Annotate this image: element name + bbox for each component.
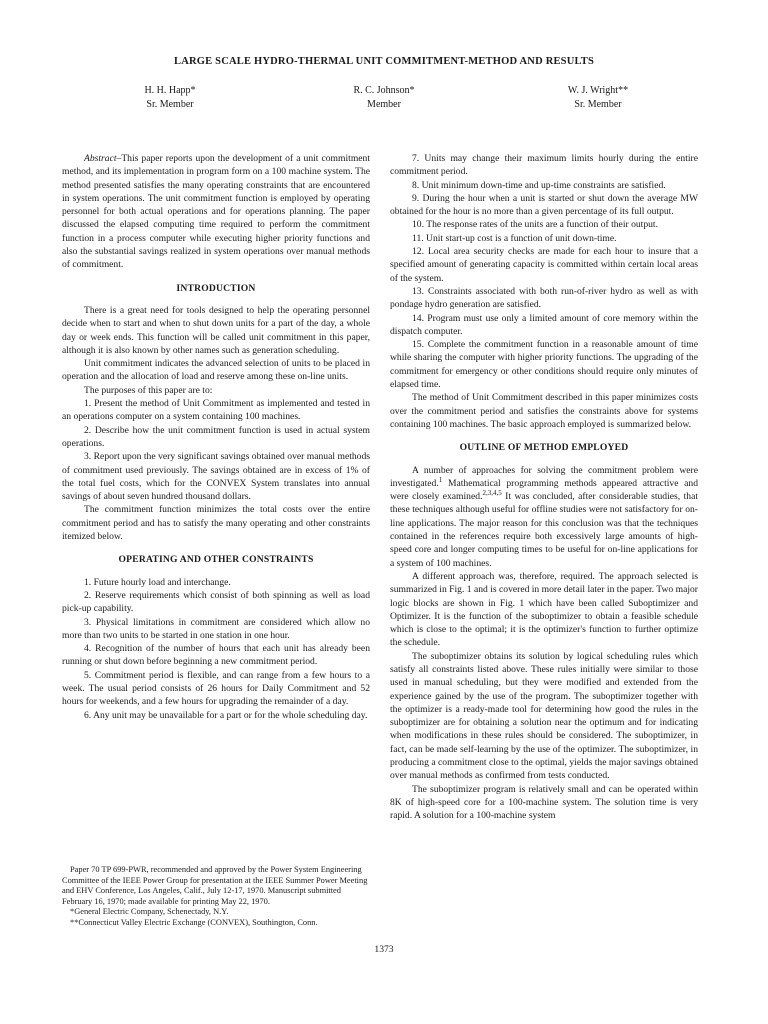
- constraints-heading: OPERATING AND OTHER CONSTRAINTS: [118, 554, 314, 566]
- outline-text: It was concluded, after considerable studies, that these techniques although useful for offline studies were not satisfactory for on-line applications. The major reason for this conclusion was that the techniques contained in the references require both excessively large amounts of high-speed core and longer computing times to be useful for on-line applications for a system of 100 machines.: [390, 491, 698, 569]
- constraint-item: 7. Units may change their maximum limits hourly during the entire commitment period.: [390, 153, 698, 178]
- constraint-item: 13. Constraints associated with both run-of-river hydro as well as with pondage hydro generation are satisfied.: [390, 285, 698, 311]
- purpose-item: 3. Report upon the very significant savings obtained over manual methods of commitment used previously. The savings obtained are in excess of 1% of the total fuel costs, which for the CONVEX System translates into annual savings of about seven hundred thousand dollars.: [62, 451, 370, 503]
- author-grade: Sr. Member: [146, 99, 194, 110]
- left-column: [62, 152, 370, 722]
- constraint-item: 10. The response rates of the units are a function of their output.: [412, 219, 658, 231]
- constraint-item: 1. Future hourly load and interchange.: [84, 576, 231, 588]
- intro-paragraph: Unit commitment indicates the advanced selection of units to be placed in operation and the allocation of load and reserve among these on-line units.: [62, 358, 370, 383]
- reference-marker: 1: [438, 475, 443, 484]
- constraint-item: 12. Local area security checks are made for each hour to insure that a specified amount of generating capacity is committed within certain local areas of the system.: [390, 246, 698, 284]
- paper-title: LARGE SCALE HYDRO-THERMAL UNIT COMMITMENT-METHOD AND RESULTS: [173, 56, 594, 67]
- author-2: [304, 84, 464, 112]
- footnote-affiliation-1: *General Electric Company, Schenectady, N.Y.: [70, 907, 229, 917]
- constraint-item: 15. Complete the commitment function in a reasonable amount of time while sharing the computer with higher priority functions. The upgrading of the commitment for emergency or other conditions should require only minutes of elapsed time.: [390, 339, 698, 391]
- constraint-item: 14. Program must use only a limited amount of core memory within the dispatch computer.: [390, 312, 698, 337]
- footnote: [62, 865, 370, 929]
- constraint-item: 6. Any unit may be unavailable for a part or for the whole scheduling day.: [84, 709, 368, 721]
- constraint-item: 9. During the hour when a unit is started or shut down the average MW obtained for the hour is no more than a given percentage of its full output.: [390, 192, 698, 218]
- abstract-label: Abstract: [84, 153, 117, 164]
- introduction-heading: INTRODUCTION: [176, 282, 256, 294]
- author-3: [518, 84, 678, 112]
- outline-paragraph: A different approach was, therefore, required. The approach selected is summarized in Fig. 1 and is covered in more detail later in the paper. Two major logic blocks are shown in Fig. 1 which have been called Suboptimizer and Optimizer. It is the function of the suboptimizer to obtain a feasible schedule which is close to the optimal; it is the optimizer's function to further optimize the schedule.: [390, 570, 698, 649]
- reference-marker: 2,3,4,5: [482, 488, 502, 497]
- constraint-item: 2. Reserve requirements which consist of both spinning as well as load pick-up capability.: [62, 589, 370, 615]
- constraint-item: 5. Commitment period is flexible, and can range from a few hours to a week. The usual period consists of 26 hours for Daily Commitment and 52 hours for weekends, and a few hours for upgrading the remainder of a day.: [62, 669, 370, 708]
- intro-paragraph: The purposes of this paper are to:: [84, 384, 213, 396]
- abstract-text: –This paper reports upon the development of a unit commitment method, and its implementation in program form on a 100 machine system. The method presented satisfies the many operating constraints that are encountered in system operations. The unit commitment function is employed by operating personnel for both actual operations and for operations planning. The paper discussed the elapsed computing time required to perform the commitment function in a process computer while executing higher priority functions and also the substantial savings realized in system operations over manual methods of commitment.: [62, 153, 370, 271]
- author-1: [90, 84, 250, 112]
- outline-text: A number of approaches for solving the commitment problem were investigated.: [390, 464, 698, 489]
- footnote-paper-info: Paper 70 TP 699-PWR, recommended and approved by the Power System Engineering Committee of the IEEE Power Group for presentation at the IEEE Summer Power Meeting and EHV Conference, Los Angeles, Calif., July 12-17, 1970. Manuscript submitted February 16, 1970; made available for printing May 22, 1970.: [62, 865, 368, 906]
- constraints-closing: The method of Unit Commitment described in this paper minimizes costs over the commitment period and satisfies the constraints above for systems containing 100 machines. The basic approach employed is summarized below.: [390, 392, 698, 430]
- intro-paragraph: The commitment function minimizes the total costs over the entire commitment period and has to satisfy the many operating and other constraints itemized below.: [62, 504, 370, 543]
- page-number: 1373: [374, 944, 394, 955]
- purpose-item: 2. Describe how the unit commitment function is used in actual system operations.: [62, 424, 370, 449]
- intro-paragraph: There is a great need for tools designed to help the operating personnel decide when to start and when to shut down units for a part of the day, a whole day or week ends. This function will be called unit commitment in this paper, although it is also known by other names such as generation scheduling.: [62, 304, 370, 356]
- outline-paragraph: The suboptimizer obtains its solution by logical scheduling rules which satisfy all constraints listed above. These rules initially were similar to those used in manual scheduling, but they were modified and extended from the experience gained by the use of the program. The suboptimizer together with the optimizer is a ready-made tool for determining how good the rules in the suboptimizer are for obtaining a solution near the optimum and for indicating when modifications in these rules should be considered. The suboptimizer, in fact, can be made self-learning by the use of the optimizer. The suboptimizer, in producing a commitment close to the optimal, yields the major savings obtained over manual methods as confirmed from tests conducted.: [390, 650, 698, 782]
- outline-paragraph: [390, 464, 698, 570]
- constraint-item: 4. Recognition of the number of hours that each unit has already been running or shut down before beginning a new commitment period.: [62, 643, 370, 668]
- constraint-item: 3. Physical limitations in commitment are considered which allow no more than two units to be started in one station in one hour.: [62, 616, 370, 641]
- footnote-affiliation-2: **Connecticut Valley Electric Exchange (CONVEX), Southington, Conn.: [70, 917, 318, 927]
- author-grade: Sr. Member: [574, 99, 622, 110]
- abstract: [62, 152, 370, 272]
- author-name: H. H. Happ*: [144, 85, 196, 96]
- right-column: [390, 152, 698, 823]
- outline-heading: OUTLINE OF METHOD EMPLOYED: [459, 442, 629, 454]
- author-name: W. J. Wright**: [567, 85, 629, 96]
- author-name: R. C. Johnson*: [353, 85, 415, 96]
- outline-text: Mathematical programming methods appeared attractive and were closely examined.: [390, 477, 698, 503]
- constraint-item: 11. Unit start-up cost is a function of unit down-time.: [412, 232, 617, 244]
- constraint-item: 8. Unit minimum down-time and up-time constraints are satisfied.: [412, 179, 666, 191]
- purpose-item: 1. Present the method of Unit Commitment as implemented and tested in an operations computer on a system containing 100 machines.: [62, 398, 370, 423]
- author-grade: Member: [367, 99, 401, 110]
- outline-paragraph: The suboptimizer program is relatively small and can be operated within 8K of high-speed core for a 100-machine system. The solution time is very rapid. A solution for a 100-machine system: [390, 783, 698, 822]
